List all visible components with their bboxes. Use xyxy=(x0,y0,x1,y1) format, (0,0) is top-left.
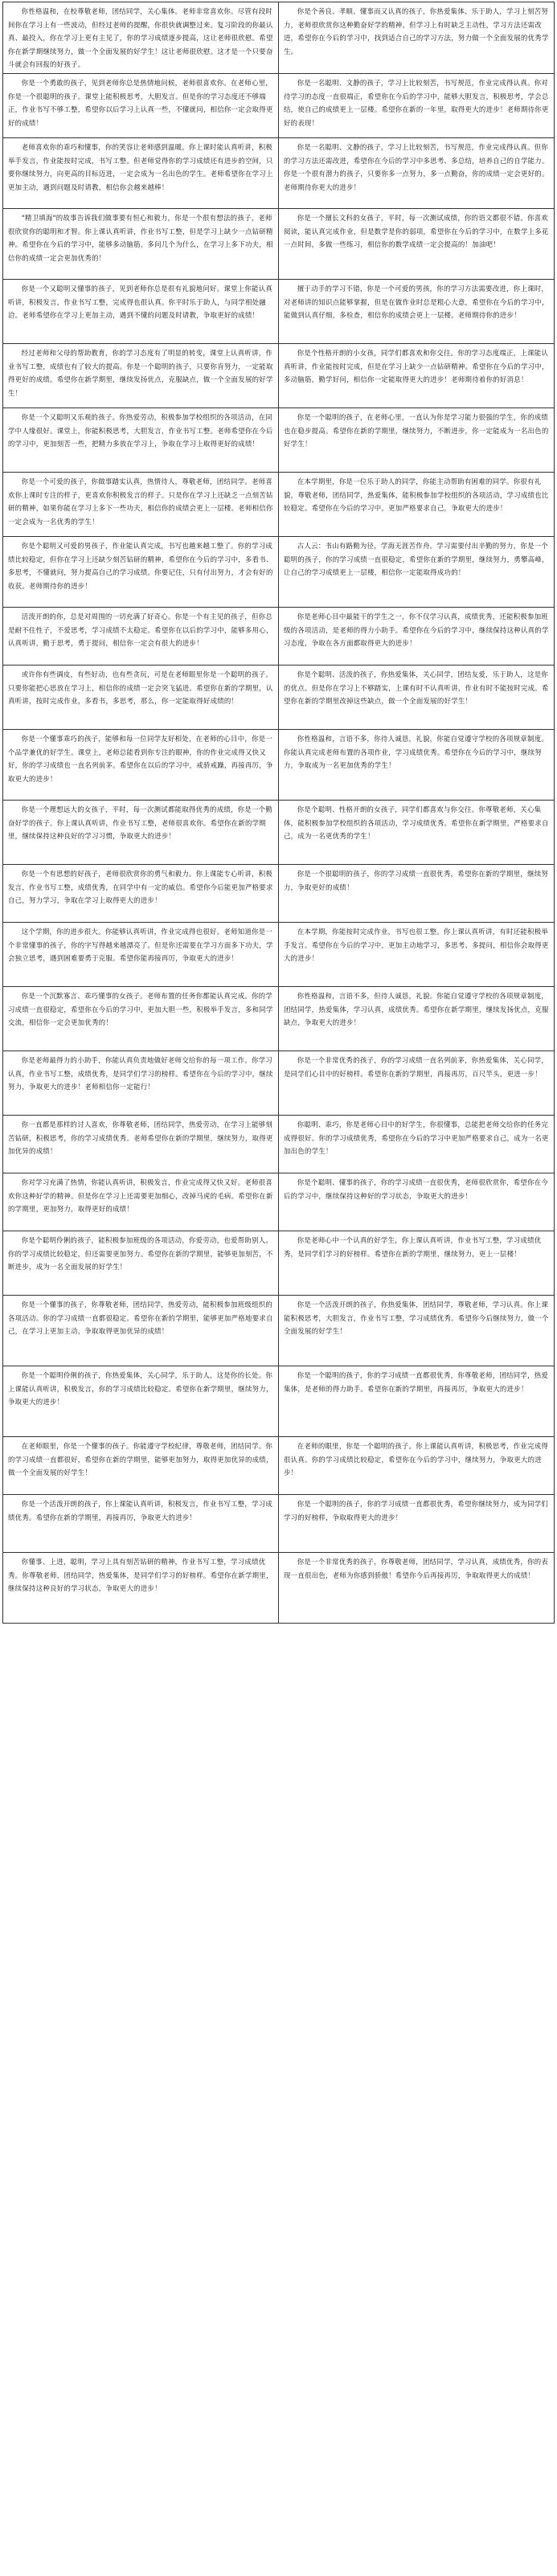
table-row xyxy=(3,1295,555,1366)
table-row xyxy=(3,922,555,986)
comments-table xyxy=(2,2,555,1624)
comment-cell-right: 你聪明、乖巧，你是老师心目中的好学生，你很懂事，总能把老师交给你的任务完成得很好。你的学习成绩优秀，希望你在今后的学习中更加严格要求自己，成为一名更加出色的学生！ xyxy=(279,1115,555,1173)
comment-cell-right: 你是个聪明、性格开朗的女孩子，同学们都喜欢与你交往。你尊敬老师，关心集体，能积极参加学校组织的各项活动，学习成绩优秀。希望你在新学期里，严格要求自己，成为一名更优秀的学生！ xyxy=(279,800,555,864)
comment-cell-left: 你是一个可爱的孩子，你做事踏实认真，热情待人，尊敬老师，团结同学。老师喜欢你上课时专注的样子，更喜欢你积极发言的样子。只是你在学习上还缺乏一点刻苦钻研的精神，如果你能在学习上多下一些功夫，相信你的成绩会更上一层楼。老师相信你一定会成为一名优秀的学生！ xyxy=(3,472,279,536)
comment-cell-right: 你是一名聪明、文静的孩子，学习上比较刻苦，书写规范，作业完成得认真。你对待学习的态度一直很端正，希望你在今后的学习中，能够大胆发言，积极思考，学会总结，使自己的成绩更上一层楼。希望你在新的一年里，取得更大的进步！老师期待你更好的表现！ xyxy=(279,73,555,137)
table-row xyxy=(3,343,555,407)
comment-cell-right: 你是一个非常优秀的孩子，你尊敬老师，团结同学，学习认真，成绩优秀，你的表现一直很出色，老师为你感到骄傲！希望你今后再接再厉，争取取得更大的成绩！ xyxy=(279,1552,555,1623)
comment-cell-left: 你是一个又聪明又乐观的孩子。你热爱劳动，积极参加学校组织的各项活动，在同学中人缘很好。课堂上，你能积极思考，大胆发言，作业书写工整。老师希望你在今后的学习中，更加刻苦一些，把精力多放在学习上，争取在学习上取得更好的成绩！ xyxy=(3,407,279,472)
table-row xyxy=(3,536,555,607)
comment-cell-right: 你是一个很聪明的孩子，你的学习成绩一直很优秀，希望你在新的学期里，继续努力，争取更好的成绩！ xyxy=(279,864,555,922)
comment-cell-left: 你是一个理想远大的女孩子，平时，每一次测试都能取得优秀的成绩，你是一个勤奋好学的孩子。你上课认真听讲，作业书写工整，老师很喜欢你。希望你在新的学期里，继续保持这种良好的学习习惯，争取更大的进步！ xyxy=(3,800,279,864)
comment-cell-right: 你性格温和，言语不多，你待人诚恳，礼貌，你能自觉遵守学校的各项规章制度。你能认真完成老师布置的各项作业，学习成绩优秀。希望你在今后的学习中，继续努力，争取成为一名更加优秀的学生！ xyxy=(279,729,555,800)
table-row xyxy=(3,607,555,665)
comment-cell-right: 你是一个非常优秀的孩子，你的学习成绩一直名列前茅，你热爱集体，关心同学，是同学们心目中的好榜样。希望你在新的学期里，再接再厉，百尺竿头，更进一步！ xyxy=(279,1050,555,1115)
comment-cell-right: 你性格温和，言语不多，但待人诚恳，礼貌。你能自觉遵守学校的各项规章制度，团结同学，热爱集体，学习认真，成绩优秀。希望你在新学期里，继续发扬优点，克服缺点，争取更大的进步！ xyxy=(279,986,555,1050)
comment-cell-right: 你是一个聪明的孩子，你的学习成绩一直都很优秀，希望你继续努力，成为同学们学习的好榜样，争取取得更大的进步！ xyxy=(279,1494,555,1552)
table-row xyxy=(3,472,555,536)
table-row xyxy=(3,1552,555,1623)
comment-cell-left: 这个学期，你的进步很大。你能够认真听讲，作业完成得也很好。老师知道你是一个非常懂事的孩子，你的字写得越来越漂亮了。但是你还需要在学习方面多下功夫，学会独立思考，遇到困难要勇于克服。希望你能再接再厉，争取更大的进步！ xyxy=(3,922,279,986)
comment-cell-left: 你是一个活泼开朗的孩子，你上课能认真听讲，积极发言，作业书写工整，学习成绩优秀。希望你在新的学期里，再接再厉，争取更大的进步！ xyxy=(3,1494,279,1552)
comment-cell-left: 你是一个勇敢的孩子，见到老师你总是热情地问候，老师很喜欢你。在老师心里，你是一个很聪明的孩子。课堂上能积极思考，大胆发言。但是你的学习态度还不够端正，作业书写不够工整，希望你以后学习上认真一些，不懂就问，相信你一定会取得更好的成绩！ xyxy=(3,73,279,137)
comment-cell-left: 经过老师和父母的帮助教育，你的学习态度有了明显的转变，课堂上认真听讲，作业书写工整，成绩也有了较大的提高。你是一个聪明的孩子，只要你肯努力，一定能取得更好的成绩。希望你在新学期里，继续发扬优点，克服缺点，做一个全面发展的好学生！ xyxy=(3,343,279,407)
comment-cell-left: 你是一个又聪明又懂事的孩子，见到老师你总是很有礼貌地问好。课堂上你能认真听讲，积极发言，作业书写工整，完成得也很认真。你平时乐于助人，与同学相处融洽。老师希望你在学习上更加主动，遇到不懂的问题及时请教，争取更好的成绩！ xyxy=(3,279,279,343)
table-row xyxy=(3,729,555,800)
comment-cell-left: 或许你有些调皮，有些好动，也有些贪玩，可是在老师眼里你是一个聪明的孩子。只要你能把心思放在学习上，相信你的成绩一定会突飞猛进。希望你在新的学期里，认真听讲，按时完成作业，多看书，多思考，那么，你一定能取得好成绩的！ xyxy=(3,665,279,729)
table-row xyxy=(3,1366,555,1436)
comment-cell-right: 你是一名聪明、文静的孩子，学习上比较刻苦，书写规范，作业完成得认真。但你的学习方法还需改进，希望你在今后的学习中多思考、多总结，培养自己的自学能力。你是一个很有潜力的孩子，只要你多一点努力，多一点勤奋，你的成绩一定会更好的。老师期待你更大的进步！ xyxy=(279,137,555,208)
table-row xyxy=(3,986,555,1050)
comment-cell-right: 你是个聪明、懂事的孩子，你的学习成绩一直很优秀，老师很欣赏你，希望你在今后的学习中，继续保持这种好的学习状态，争取更大的进步！ xyxy=(279,1173,555,1231)
comments-table-body xyxy=(3,2,555,1624)
table-row xyxy=(3,800,555,864)
comment-cell-right: 你是老师心中一个认真的好学生，你上课认真听讲，作业书写工整，学习成绩优秀，是同学们学习的好榜样。希望你在新的学期里，继续努力，更上一层楼！ xyxy=(279,1231,555,1295)
comment-cell-right: 在本学期，你能按时完成作业，书写也很工整。你上课认真听讲，有时还能积极举手发言。希望你在今后的学习中，更加主动地学习，多思考、多提问，相信你会取得更大的进步！ xyxy=(279,922,555,986)
comment-cell-right: 你是个性格开朗的小女孩，同学们都喜欢和你交往。你的学习态度端正，上课能认真听讲，作业能按时完成，但是在学习上缺少一点钻研精神。希望你在今后的学习中，多动脑筋，勤学好问，相信你一定能取得更大的进步！老师期待着你的好消息！ xyxy=(279,343,555,407)
comment-cell-left: 你一直都是那样的讨人喜欢，你尊敬老师，团结同学，热爱劳动，在学习上能够刻苦钻研，积极思考，你的学习成绩优秀。老师希望你在新的学期里，继续努力，取得更加优异的成绩！ xyxy=(3,1115,279,1173)
comment-cell-right: 你是一个活泼开朗的孩子，你热爱集体，团结同学，尊敬老师，学习认真。你上课能积极思考，大胆发言，作业书写工整，学习成绩优秀。希望你今后继续努力，做一个全面发展的好学生！ xyxy=(279,1295,555,1366)
comment-cell-right: 你是一个聪明的孩子，在老师心里，一直认为你是学习能力很强的学生，你的成绩也在稳步提高。希望你在新的学期里，继续努力，不断进步，你一定能成为一名出色的好学生！ xyxy=(279,407,555,472)
comment-cell-left: 你是个聪明伶俐的孩子，能积极参加班级的各项活动，你爱劳动，也爱帮助别人。你的学习成绩比较稳定，但还需要更加努力。希望你在新的学期里，能够更加刻苦，不断进步，成为一名全面发展的好学生！ xyxy=(3,1231,279,1295)
comment-cell-left: 你对学习充满了热情，你能认真听讲，积极发言，作业完成得又快又好。老师很喜欢你这种好学的精神。但是你在学习上还需要更加细心，改掉马虎的毛病。希望你在新的学期里，更加努力，取得更好的成绩！ xyxy=(3,1173,279,1231)
comment-cell-left: 你是一个聪明伶俐的孩子，你热爱集体，关心同学，乐于助人，这是你的长处。你上课能认真听讲，积极发言，你的学习成绩比较稳定。希望你在新学期里，继续努力，争取更大的进步！ xyxy=(3,1366,279,1436)
comment-cell-left: 你是个聪明又可爱的男孩子，作业能认真完成，书写也越来越工整了。你的学习成绩比较稳定，但你在学习上还缺少刻苦钻研的精神，希望你在今后的学习中，多看书、多思考，不懂就问，努力提高自己的学习成绩。你要记住，只有付出努力，才会有好的收获。老师期待你的进步！ xyxy=(3,536,279,607)
comment-cell-right: 擅于动手的学习不错，你是一个可爱的男孩，你的学习方法需要改进，你上课时，对老师讲的知识点能够掌握，但是在做作业时总是粗心大意，希望你在今后的学习中，能做到认真仔细，多检查，相信你的成绩会更上一层楼。老师期待你的进步！ xyxy=(279,279,555,343)
comment-cell-left: 你是一个懂事乖巧的孩子，能够和每一位同学友好相处，在老师的心目中，你是一个品学兼优的好学生。课堂上，老师总能看到你专注的眼神，你的作业完成得又快又好，你的学习成绩也一直名列前茅。希望你在以后的学习中，戒骄戒躁，再接再厉，争取更大的进步！ xyxy=(3,729,279,800)
table-row xyxy=(3,1115,555,1173)
table-row xyxy=(3,1173,555,1231)
table-row xyxy=(3,1231,555,1295)
comment-cell-right: 古人云：书山有路勤为径，学海无涯苦作舟。学习需要付出辛勤的努力，你是一个聪明的孩子，你的学习成绩一直很稳定，希望你在新的学期里，继续努力，勇攀高峰，让自己的学习成绩更上一层楼，相信你一定能取得成功的！ xyxy=(279,536,555,607)
table-row xyxy=(3,1494,555,1552)
table-row xyxy=(3,2,555,74)
comment-cell-left: 老师喜欢你的乖巧和懂事，你的笑容让老师感到温暖。你上课时能认真听讲，积极举手发言，作业能按时完成，书写工整。但老师觉得你的学习成绩还有进步的空间，只要你继续努力，向更高的目标迈进，一定会成为一名出色的学生。老师希望你在学习上更加主动，遇到问题及时请教，相信你会越来越棒！ xyxy=(3,137,279,208)
table-row xyxy=(3,208,555,279)
comment-cell-left: 活泼开朗的你，总是对周围的一切充满了好奇心。你是一个有主见的孩子，但你总是耐不住性子，不爱思考，学习成绩不太稳定。希望你在以后的学习中，能够多用心，认真听讲，勤于思考，勇于提问，相信你一定会有很大的进步！ xyxy=(3,607,279,665)
comment-cell-left: 你性格温和，在校尊敬老师，团结同学，关心集体。老师非常喜欢你。尽管有段时间你在学习上有一些波动，但经过老师的提醒，你很快就调整过来。复习阶段的你最认真、最投入，你在学习上更有主见了，你的学习成绩逐步提高，这让老师很欣慰。希望你在新学期继续努力，做一个全面发展的好学生！这让老师很欣慰。这才是一个只要奋斗就会有回报的好孩子。 xyxy=(3,2,279,74)
comment-cell-right: 你是老师心目中最能干的学生之一，你不仅学习认真，成绩优秀，还能积极参加班级的各项活动，是老师的得力小助手。希望你在今后的学习中，继续保持这种认真的学习态度，争取在各方面都取得更大的进步！ xyxy=(279,607,555,665)
comment-cell-right: 你是个聪明、活泼的孩子，你热爱集体，关心同学，团结友爱，乐于助人，这是你的优点。但是你在学习上不够踏实，上课有时不认真听讲，作业有时不能按时完成。希望你在新的学期里改掉这些缺点，做一个全面发展的好学生！ xyxy=(279,665,555,729)
comment-cell-right: 你是个善良、孝顺、懂事而又认真的孩子，你热爱集体、乐于助人，学习上刻苦努力，老师很欣赏你这种勤奋好学的精神。但学习上有时缺乏主动性，学习方法还需改进，希望你在今后的学习中，找到适合自己的学习方法，努力做一个全面发展的优秀学生。 xyxy=(279,2,555,74)
comment-cell-left: 你是一个懂事的孩子，你尊敬老师，团结同学，热爱劳动，能积极参加班级组织的各项活动。你的学习成绩一直都很稳定。希望你在新的学期里，能够更加严格地要求自己，在学习上更加主动，争取取得更加优异的成绩！ xyxy=(3,1295,279,1366)
comment-cell-left: 你是老师最得力的小助手，你能认真负责地做好老师交给你的每一项工作。你学习认真，作业书写工整，成绩优秀，是同学们学习的榜样。希望你在今后的学习中，继续努力，争取更大的进步！老师相信你一定能行！ xyxy=(3,1050,279,1115)
table-row xyxy=(3,73,555,137)
comment-cell-right: 你是一个擅长文科的女孩子，平时，每一次测试成绩，你的语文都很不错。你喜欢阅读，能认真完成作业，但是数学是你的弱项，希望你在今后的学习中，在数学上多花一点时间，多做一些练习，相信你的数学成绩一定会提高的！加油吧！ xyxy=(279,208,555,279)
comment-cell-right: 你是一个聪明的孩子，你的学习成绩一直都很优秀，你尊敬老师，团结同学，热爱集体，是老师的得力助手。希望你在新的学期里，再接再厉，争取更大的进步！ xyxy=(279,1366,555,1436)
comment-cell-left: 你懂事、上进，聪明，学习上具有刻苦钻研的精神，作业书写工整，学习成绩优秀。你尊敬老师，团结同学，热爱集体，是同学们学习的好榜样。希望你在新学期里，继续保持这种良好的学习状态，争取更大的进步！ xyxy=(3,1552,279,1623)
comment-cell-right: 在老师的眼里，你是一个聪明的孩子。你上课能认真听讲，积极思考，作业完成得很认真。你的学习成绩比较稳定，希望你在今后的学习中，继续努力，争取更大的进步！ xyxy=(279,1436,555,1494)
table-row xyxy=(3,137,555,208)
table-row xyxy=(3,864,555,922)
comment-cell-left: 你是一个有思想的好孩子，老师很欣赏你的勇气和毅力。你上课能专心听讲，积极发言，作业书写工整，成绩优秀，在同学中有一定的威信。希望你今后能更加严格要求自己，努力学习，争取在学习上取得更大的进步！ xyxy=(3,864,279,922)
comment-cell-left: 你是一个沉默寡言、乖巧懂事的女孩子。老师布置的任务你都能认真完成。你的学习成绩一直很稳定，希望你在今后的学习中，更加大胆一些，积极举手发言，多和同学交流，相信你一定会更加优秀的！ xyxy=(3,986,279,1050)
comment-cell-left: "精卫填海"的故事告诉我们做事要有恒心和毅力，你是一个很有想法的孩子，老师很欣赏你的聪明和才智。你上课认真听讲，作业书写工整，但是学习上缺少一点钻研精神。希望你在今后的学习中，能够多动脑筋，多问几个为什么，在学习上多下功夫，相信你的成绩一定会更加优秀的！ xyxy=(3,208,279,279)
table-row xyxy=(3,1050,555,1115)
comment-cell-right: 在本学期里，你是一位乐于助人的同学，你能主动帮助有困难的同学。你很有礼貌，尊敬老师，团结同学，热爱集体，能积极参加学校组织的各项活动，学习成绩也比较稳定。希望你在今后的学习中，更加严格要求自己，争取更大的进步！ xyxy=(279,472,555,536)
table-row xyxy=(3,1436,555,1494)
table-row xyxy=(3,665,555,729)
table-row xyxy=(3,279,555,343)
comment-cell-left: 在老师眼里，你是一个懂事的孩子。你能遵守学校纪律，尊敬老师，团结同学。你的学习成绩一直都很好，希望你在新的学期里，能够更加努力，取得更加优异的成绩，做一个全面发展的好学生！ xyxy=(3,1436,279,1494)
table-row xyxy=(3,407,555,472)
